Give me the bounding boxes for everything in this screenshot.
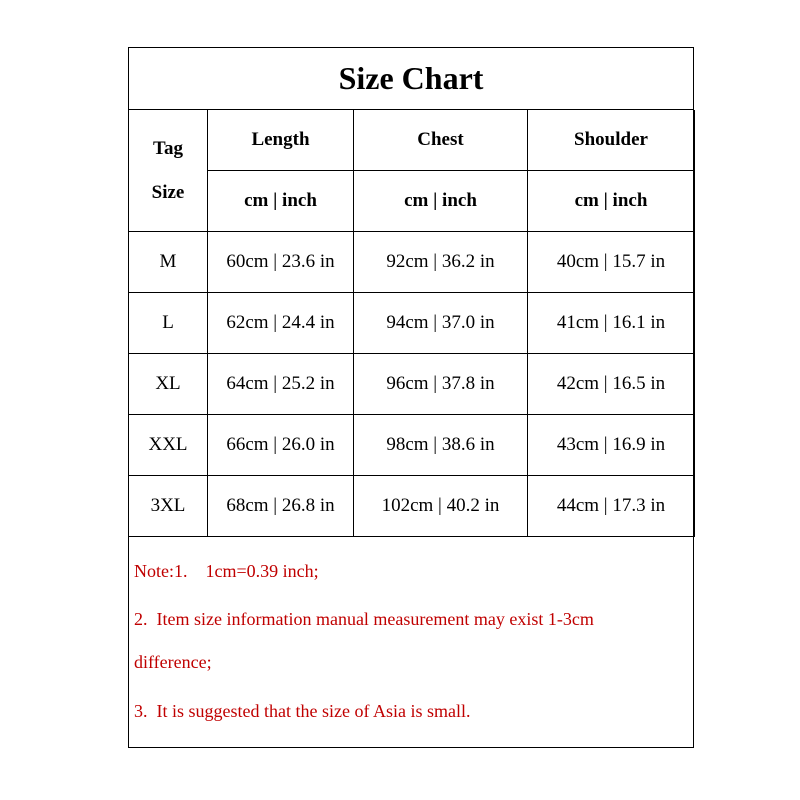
shoulder-cell: 44cm | 17.3 in — [528, 476, 695, 537]
length-header: Length — [208, 110, 354, 171]
chest-unit: cm | inch — [354, 171, 528, 232]
chest-cell: 98cm | 38.6 in — [354, 415, 528, 476]
note-line-2: 2. Item size information manual measurement may exist 1-3cm — [134, 609, 594, 629]
size-cell: M — [129, 232, 208, 293]
table-row — [129, 232, 695, 293]
table-row — [129, 476, 695, 537]
chart-title: Size Chart — [129, 48, 693, 110]
chest-cell: 96cm | 37.8 in — [354, 354, 528, 415]
size-table — [128, 110, 695, 537]
length-cell: 68cm | 26.8 in — [208, 476, 354, 537]
size-chart — [128, 47, 694, 748]
size-cell: XL — [129, 354, 208, 415]
shoulder-cell: 40cm | 15.7 in — [528, 232, 695, 293]
shoulder-cell: 41cm | 16.1 in — [528, 293, 695, 354]
table-row — [129, 293, 695, 354]
size-cell: XXL — [129, 415, 208, 476]
unit-row — [129, 171, 695, 232]
shoulder-cell: 42cm | 16.5 in — [528, 354, 695, 415]
note-line-1: Note:1. 1cm=0.39 inch; — [134, 561, 319, 581]
note-line-4: 3. It is suggested that the size of Asia is small. — [134, 701, 471, 721]
shoulder-header: Shoulder — [528, 110, 695, 171]
size-cell: 3XL — [129, 476, 208, 537]
size-label: Size — [151, 181, 185, 203]
length-cell: 62cm | 24.4 in — [208, 293, 354, 354]
length-unit: cm | inch — [208, 171, 354, 232]
shoulder-cell: 43cm | 16.9 in — [528, 415, 695, 476]
chest-header: Chest — [354, 110, 528, 171]
shoulder-unit: cm | inch — [528, 171, 695, 232]
length-cell: 60cm | 23.6 in — [208, 232, 354, 293]
table-row — [129, 354, 695, 415]
chest-cell: 102cm | 40.2 in — [354, 476, 528, 537]
header-row — [129, 110, 695, 171]
tag-label: Tag — [153, 137, 183, 159]
tag-size-header — [129, 110, 208, 232]
chest-cell: 92cm | 36.2 in — [354, 232, 528, 293]
size-cell: L — [129, 293, 208, 354]
chest-cell: 94cm | 37.0 in — [354, 293, 528, 354]
length-cell: 66cm | 26.0 in — [208, 415, 354, 476]
length-cell: 64cm | 25.2 in — [208, 354, 354, 415]
table-row — [129, 415, 695, 476]
note-line-3: difference; — [134, 652, 212, 672]
